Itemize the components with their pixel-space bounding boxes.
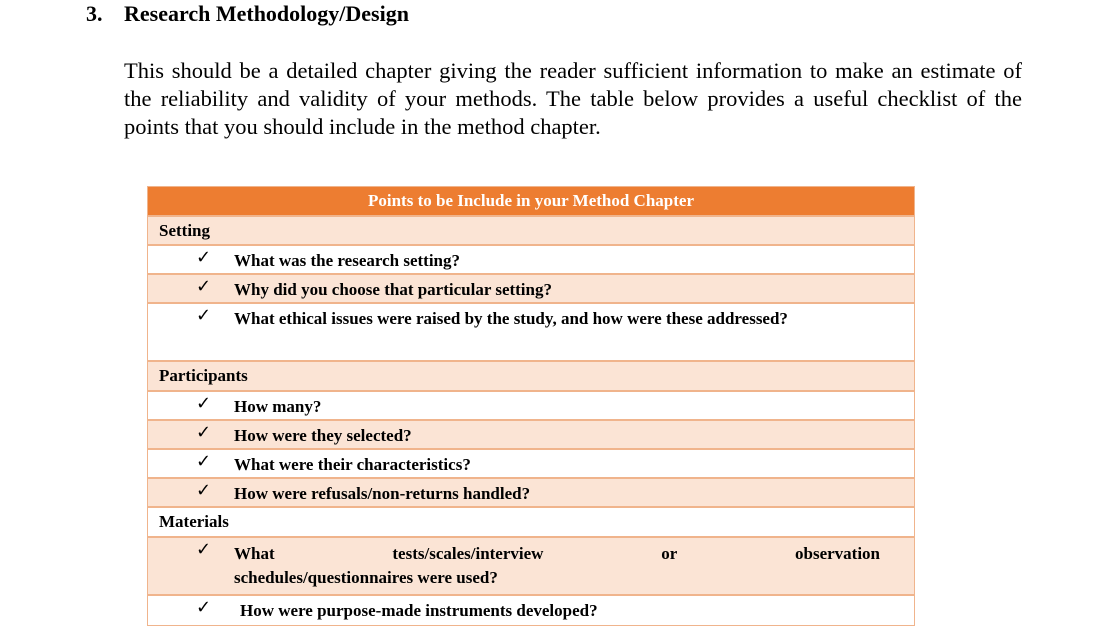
item-word: or [661, 544, 678, 563]
table-row [148, 479, 914, 508]
check-icon: ✓ [196, 480, 212, 501]
check-icon: ✓ [196, 451, 212, 472]
check-icon: ✓ [196, 597, 212, 618]
item-word: What [234, 544, 275, 563]
check-icon: ✓ [196, 247, 212, 268]
table-row [148, 596, 914, 625]
section-title: Research Methodology/Design [124, 1, 409, 26]
table-row [148, 246, 914, 275]
table-row [148, 538, 914, 596]
checklist-item: How were they selected? [234, 426, 412, 445]
table-row [148, 392, 914, 421]
method-checklist-table [147, 186, 915, 626]
check-icon: ✓ [196, 305, 212, 326]
intro-paragraph: This should be a detailed chapter giving the reader sufficient information to make an estimate of the reliability and validity of your methods. The table below provides a useful checklist of the points that you should include in the method chapter. [124, 58, 1022, 139]
checklist-item: How were purpose-made instruments developed? [240, 601, 598, 620]
checklist-item: How were refusals/non-returns handled? [234, 484, 531, 503]
section-setting: Setting [148, 217, 914, 246]
check-icon: ✓ [196, 539, 212, 560]
table-row [148, 275, 914, 304]
section-number: 3. [86, 1, 103, 26]
section-participants: Participants [148, 362, 914, 392]
checklist-item: What were their characteristics? [234, 455, 471, 474]
checklist-item-line1 [234, 544, 880, 564]
table-row [148, 304, 914, 362]
table-header: Points to be Include in your Method Chapter [148, 187, 914, 217]
table-row [148, 421, 914, 450]
section-heading [86, 0, 409, 28]
check-icon: ✓ [196, 276, 212, 297]
checklist-item: Why did you choose that particular setting? [234, 280, 552, 299]
table-row [148, 450, 914, 479]
item-word: observation [795, 544, 880, 563]
checklist-item-line2: schedules/questionnaires were used? [234, 568, 498, 587]
checklist-item: What ethical issues were raised by the study, and how were these addressed? [234, 309, 788, 328]
section-materials: Materials [148, 508, 914, 538]
check-icon: ✓ [196, 422, 212, 443]
checklist-item: What was the research setting? [234, 251, 461, 270]
checklist-item: How many? [234, 397, 322, 416]
item-word: tests/scales/interview [392, 544, 544, 563]
check-icon: ✓ [196, 393, 212, 414]
